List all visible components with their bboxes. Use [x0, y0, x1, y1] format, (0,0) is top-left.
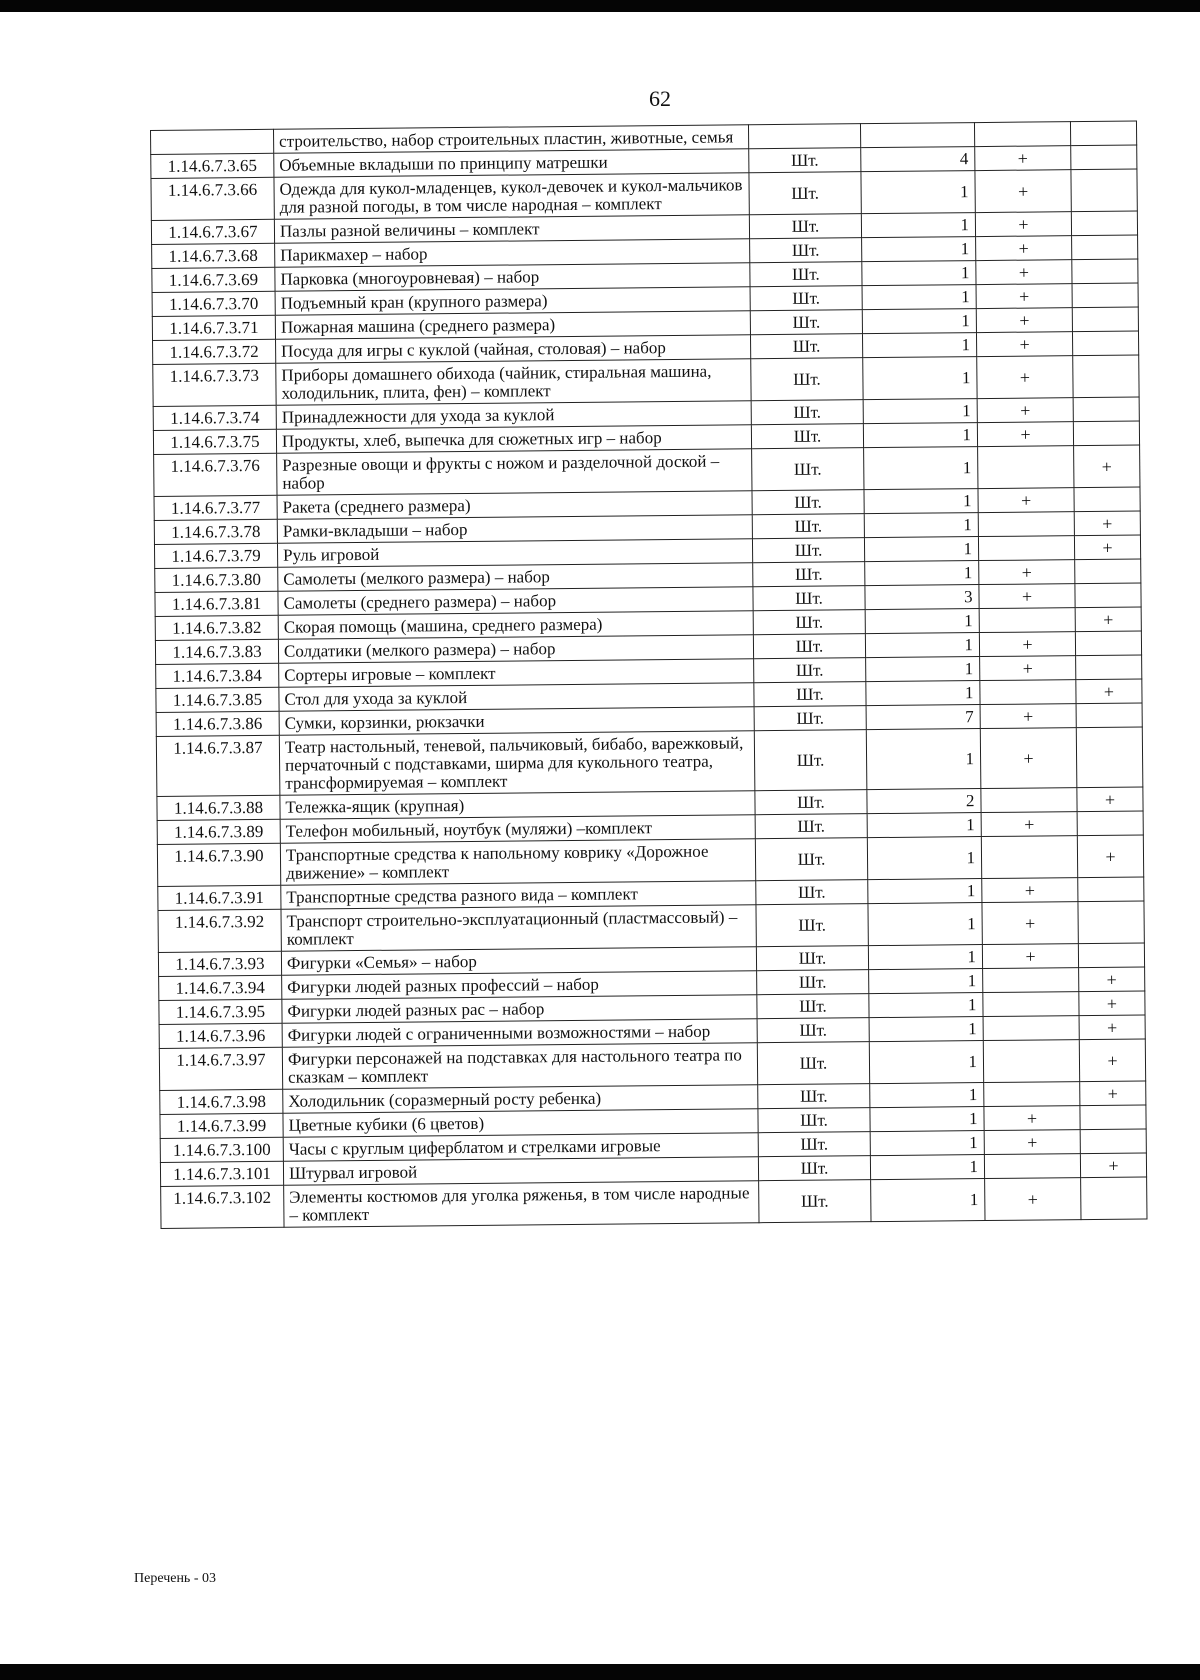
- item-unit: Шт.: [756, 904, 868, 947]
- item-quantity: 1: [861, 171, 975, 214]
- item-quantity: 1: [866, 729, 981, 790]
- mark-column-a: +: [979, 584, 1075, 609]
- scan-border-top: [0, 0, 1200, 12]
- item-description: Самолеты (среднего размера) – набор: [278, 587, 753, 616]
- mark-column-a: +: [975, 146, 1071, 171]
- item-unit: Шт.: [757, 1018, 869, 1043]
- item-number: 1.14.6.7.3.99: [160, 1113, 283, 1138]
- mark-column-a: +: [981, 812, 1077, 837]
- item-unit: Шт.: [750, 262, 862, 287]
- item-number: 1.14.6.7.3.68: [152, 243, 275, 268]
- mark-column-b: [1078, 877, 1144, 902]
- item-description: Транспорт строительно-эксплуатационный (пластмассовый) – комплект: [281, 905, 756, 952]
- mark-column-b: [1073, 421, 1139, 446]
- item-description: Фигурки «Семья» – набор: [281, 947, 756, 976]
- item-number: 1.14.6.7.3.83: [155, 639, 278, 664]
- mark-column-b: +: [1079, 991, 1145, 1016]
- table-row: [161, 1177, 1147, 1228]
- mark-column-b: [1072, 307, 1138, 332]
- item-number: 1.14.6.7.3.65: [151, 153, 274, 178]
- item-description: Ракета (среднего размера): [277, 491, 752, 520]
- item-unit: Шт.: [753, 634, 865, 659]
- mark-column-b: [1071, 145, 1137, 170]
- item-number: 1.14.6.7.3.77: [154, 495, 277, 520]
- mark-column-b: +: [1079, 967, 1145, 992]
- mark-column-b: [1072, 235, 1138, 260]
- item-quantity: 1: [869, 993, 983, 1018]
- item-description: Часы с круглым циферблатом и стрелками игровые: [283, 1133, 758, 1162]
- mark-column-b: [1077, 811, 1143, 836]
- mark-column-b: [1076, 655, 1142, 680]
- item-description: Пожарная машина (среднего размера): [275, 311, 750, 340]
- item-quantity: 1: [868, 879, 982, 904]
- mark-column-b: [1071, 211, 1137, 236]
- item-quantity: 1: [862, 237, 976, 262]
- item-unit: Шт.: [754, 658, 866, 683]
- item-unit: Шт.: [753, 610, 865, 635]
- mark-column-a: +: [976, 284, 1072, 309]
- item-description: Рамки-вкладыши – набор: [277, 515, 752, 544]
- item-quantity: 1: [864, 537, 978, 562]
- item-quantity: 1: [870, 1131, 984, 1156]
- mark-column-a: +: [980, 656, 1076, 681]
- mark-column-b: [1074, 487, 1140, 512]
- item-unit: Шт.: [749, 214, 861, 239]
- mark-column-a: +: [982, 944, 1078, 969]
- mark-column-b: +: [1075, 607, 1141, 632]
- item-quantity: 1: [861, 213, 975, 238]
- item-quantity: 1: [865, 609, 979, 634]
- page-number: 62: [649, 86, 671, 111]
- item-quantity: 1: [862, 285, 976, 310]
- mark-column-b: [1078, 943, 1144, 968]
- item-description: Театр настольный, теневой, пальчиковый, бибабо, варежковый, перчаточный с подставками, ширма для кукольного театра, трансформируемая – комплект: [279, 731, 755, 796]
- mark-column-a: +: [982, 878, 1078, 903]
- mark-column-b: +: [1077, 835, 1143, 878]
- item-number: 1.14.6.7.3.66: [151, 177, 274, 220]
- item-description: Объемные вкладыши по принципу матрешки: [274, 149, 749, 178]
- item-quantity: 1: [869, 969, 983, 994]
- item-number: 1.14.6.7.3.87: [156, 735, 280, 796]
- mark-column-b: +: [1074, 535, 1140, 560]
- item-description: Скорая помощь (машина, среднего размера): [278, 611, 753, 640]
- mark-column-a: +: [976, 332, 1072, 357]
- mark-column-a: +: [982, 902, 1078, 945]
- item-description: Транспортные средства разного вида – комплект: [281, 881, 756, 910]
- item-quantity: 1: [866, 681, 980, 706]
- item-quantity: 1: [870, 1083, 984, 1108]
- item-description: Одежда для кукол-младенцев, кукол-девочек и кукол-мальчиков для разной погоды, в том числе народная – комплект: [274, 173, 749, 220]
- mark-column-b: +: [1074, 511, 1140, 536]
- mark-column-a: +: [976, 236, 1072, 261]
- item-number: 1.14.6.7.3.74: [153, 405, 276, 430]
- item-number: 1.14.6.7.3.79: [154, 543, 277, 568]
- mark-column-b: [1075, 631, 1141, 656]
- mark-column-a: [984, 1154, 1080, 1179]
- item-number: 1.14.6.7.3.81: [155, 591, 278, 616]
- item-number: 1.14.6.7.3.97: [159, 1047, 282, 1090]
- item-number: 1.14.6.7.3.95: [159, 999, 282, 1024]
- item-description: Цветные кубики (6 цветов): [283, 1109, 758, 1138]
- item-number: 1.14.6.7.3.73: [153, 363, 276, 406]
- mark-column-a: [974, 122, 1070, 147]
- item-quantity: 2: [867, 789, 981, 814]
- mark-column-a: [978, 536, 1074, 561]
- item-description: Фигурки людей разных профессий – набор: [282, 971, 757, 1000]
- item-number: 1.14.6.7.3.94: [159, 975, 282, 1000]
- item-unit: Шт.: [751, 358, 863, 401]
- item-quantity: 1: [864, 489, 978, 514]
- mark-column-a: [979, 608, 1075, 633]
- mark-column-b: +: [1080, 1081, 1146, 1106]
- mark-column-a: [983, 992, 1079, 1017]
- item-description: Транспортные средства к напольному коврику «Дорожное движение» – комплект: [280, 839, 755, 886]
- item-quantity: 7: [866, 705, 980, 730]
- mark-column-b: [1080, 1129, 1146, 1154]
- mark-column-b: +: [1079, 1015, 1145, 1040]
- item-description: Самолеты (мелкого размера) – набор: [278, 563, 753, 592]
- item-number: 1.14.6.7.3.70: [152, 291, 275, 316]
- item-unit: Шт.: [758, 1132, 870, 1157]
- item-description: Разрезные овощи и фрукты с ножом и разделочной доской – набор: [277, 449, 752, 496]
- item-description: Солдатики (мелкого размера) – набор: [278, 635, 753, 664]
- equipment-table: [150, 121, 1148, 1229]
- item-unit: Шт.: [749, 148, 861, 173]
- item-number: 1.14.6.7.3.85: [156, 687, 279, 712]
- item-number: 1.14.6.7.3.72: [153, 339, 276, 364]
- item-description: Тележка-ящик (крупная): [280, 791, 755, 820]
- item-number: 1.14.6.7.3.80: [155, 567, 278, 592]
- item-number: 1.14.6.7.3.78: [154, 519, 277, 544]
- item-number: 1.14.6.7.3.71: [152, 315, 275, 340]
- mark-column-b: +: [1077, 787, 1143, 812]
- item-number: 1.14.6.7.3.86: [156, 711, 279, 736]
- item-quantity: 1: [866, 657, 980, 682]
- mark-column-a: [983, 1040, 1079, 1083]
- item-unit: Шт.: [755, 838, 867, 881]
- item-number: 1.14.6.7.3.100: [160, 1137, 283, 1162]
- item-number: [151, 129, 274, 154]
- item-quantity: 1: [870, 1155, 984, 1180]
- item-unit: Шт.: [758, 1108, 870, 1133]
- item-quantity: 3: [865, 585, 979, 610]
- item-quantity: 1: [871, 1179, 985, 1222]
- scan-border-bottom: [0, 1664, 1200, 1680]
- item-description: Принадлежности для ухода за куклой: [276, 401, 751, 430]
- item-number: 1.14.6.7.3.90: [157, 843, 280, 886]
- mark-column-a: +: [980, 728, 1077, 789]
- item-unit: Шт.: [749, 172, 861, 215]
- item-unit: [748, 124, 860, 149]
- item-unit: Шт.: [759, 1180, 871, 1223]
- mark-column-a: [981, 788, 1077, 813]
- mark-column-a: [984, 1082, 1080, 1107]
- mark-column-b: [1073, 397, 1139, 422]
- item-description: Сортеры игровые – комплект: [279, 659, 754, 688]
- item-description: Фигурки людей с ограниченными возможностями – набор: [282, 1019, 757, 1048]
- item-quantity: 4: [861, 147, 975, 172]
- footer-label: Перечень - 03: [134, 1571, 216, 1586]
- item-quantity: 1: [864, 447, 978, 490]
- mark-column-b: [1078, 901, 1144, 944]
- mark-column-a: +: [977, 422, 1073, 447]
- item-description: Руль игровой: [277, 539, 752, 568]
- mark-column-b: [1075, 559, 1141, 584]
- item-quantity: 1: [865, 633, 979, 658]
- item-unit: Шт.: [757, 994, 869, 1019]
- item-quantity: 1: [869, 1041, 983, 1084]
- item-number: 1.14.6.7.3.84: [156, 663, 279, 688]
- mark-column-a: +: [980, 704, 1076, 729]
- item-quantity: 1: [868, 945, 982, 970]
- item-unit: Шт.: [758, 1084, 870, 1109]
- item-description: Посуда для игры с куклой (чайная, столовая) – набор: [276, 335, 751, 364]
- item-unit: Шт.: [752, 448, 864, 491]
- item-unit: Шт.: [756, 946, 868, 971]
- item-description: Холодильник (соразмерный росту ребенка): [283, 1085, 758, 1114]
- item-number: 1.14.6.7.3.93: [158, 951, 281, 976]
- item-unit: Шт.: [752, 538, 864, 563]
- item-unit: Шт.: [750, 310, 862, 335]
- mark-column-b: [1076, 727, 1143, 788]
- item-quantity: 1: [863, 399, 977, 424]
- mark-column-b: [1071, 169, 1137, 212]
- item-unit: Шт.: [755, 814, 867, 839]
- item-description: Продукты, хлеб, выпечка для сюжетных игр – набор: [276, 425, 751, 454]
- mark-column-a: +: [984, 1130, 1080, 1155]
- mark-column-a: [983, 968, 1079, 993]
- item-description: Фигурки персонажей на подставках для настольного театра по сказкам – комплект: [282, 1043, 757, 1090]
- item-number: 1.14.6.7.3.92: [158, 909, 281, 952]
- item-number: 1.14.6.7.3.98: [160, 1089, 283, 1114]
- mark-column-b: [1081, 1177, 1147, 1220]
- item-unit: Шт.: [750, 286, 862, 311]
- item-description: Парикмахер – набор: [275, 239, 750, 268]
- item-unit: Шт.: [757, 1042, 869, 1085]
- item-description: Элементы костюмов для уголка ряженья, в том числе народные – комплект: [284, 1181, 759, 1228]
- item-number: 1.14.6.7.3.96: [159, 1023, 282, 1048]
- item-unit: Шт.: [752, 514, 864, 539]
- mark-column-b: [1080, 1105, 1146, 1130]
- item-quantity: 1: [870, 1107, 984, 1132]
- mark-column-b: +: [1079, 1039, 1145, 1082]
- mark-column-a: +: [979, 632, 1075, 657]
- item-unit: Шт.: [753, 562, 865, 587]
- mark-column-a: [980, 680, 1076, 705]
- item-description: Сумки, корзинки, рюкзачки: [279, 707, 754, 736]
- item-quantity: 1: [867, 837, 981, 880]
- item-unit: Шт.: [752, 490, 864, 515]
- mark-column-b: [1076, 703, 1142, 728]
- item-number: 1.14.6.7.3.75: [153, 429, 276, 454]
- item-unit: Шт.: [756, 880, 868, 905]
- item-description: Стол для ухода за куклой: [279, 683, 754, 712]
- mark-column-a: [983, 1016, 1079, 1041]
- item-quantity: 1: [862, 333, 976, 358]
- item-quantity: 1: [862, 261, 976, 286]
- mark-column-a: +: [976, 260, 1072, 285]
- mark-column-b: [1073, 355, 1139, 398]
- item-unit: Шт.: [753, 586, 865, 611]
- item-quantity: 1: [869, 1017, 983, 1042]
- item-unit: Шт.: [751, 424, 863, 449]
- item-unit: Шт.: [750, 334, 862, 359]
- mark-column-a: +: [979, 560, 1075, 585]
- mark-column-b: [1075, 583, 1141, 608]
- mark-column-b: [1072, 259, 1138, 284]
- mark-column-b: [1070, 121, 1136, 146]
- item-unit: Шт.: [755, 790, 867, 815]
- mark-column-a: +: [977, 356, 1073, 399]
- item-number: 1.14.6.7.3.89: [157, 819, 280, 844]
- item-description: Приборы домашнего обихода (чайник, стиральная машина, холодильник, плита, фен) – комплект: [276, 359, 751, 406]
- item-description: строительство, набор строительных пластин, животные, семья: [273, 125, 748, 154]
- item-unit: Шт.: [757, 970, 869, 995]
- mark-column-a: +: [976, 308, 1072, 333]
- item-quantity: 1: [864, 513, 978, 538]
- item-description: Подъемный кран (крупного размера): [275, 287, 750, 316]
- item-quantity: 1: [862, 309, 976, 334]
- item-description: Фигурки людей разных рас – набор: [282, 995, 757, 1024]
- mark-column-a: [978, 512, 1074, 537]
- table-body: [151, 121, 1147, 1228]
- item-unit: Шт.: [754, 730, 867, 791]
- mark-column-a: +: [985, 1178, 1081, 1221]
- mark-column-a: +: [977, 398, 1073, 423]
- item-quantity: [860, 123, 974, 148]
- mark-column-b: +: [1076, 679, 1142, 704]
- item-unit: Шт.: [758, 1156, 870, 1181]
- item-description: Телефон мобильный, ноутбук (муляжи) –комплект: [280, 815, 755, 844]
- item-quantity: 1: [868, 903, 982, 946]
- item-quantity: 1: [867, 813, 981, 838]
- mark-column-b: [1072, 283, 1138, 308]
- item-number: 1.14.6.7.3.88: [157, 795, 280, 820]
- item-unit: Шт.: [750, 238, 862, 263]
- mark-column-a: +: [975, 212, 1071, 237]
- item-quantity: 1: [863, 357, 977, 400]
- item-unit: Шт.: [754, 682, 866, 707]
- item-number: 1.14.6.7.3.69: [152, 267, 275, 292]
- item-description: Штурвал игровой: [283, 1157, 758, 1186]
- mark-column-b: [1072, 331, 1138, 356]
- item-number: 1.14.6.7.3.82: [155, 615, 278, 640]
- mark-column-a: [978, 446, 1074, 489]
- item-unit: Шт.: [754, 706, 866, 731]
- mark-column-b: +: [1074, 445, 1140, 488]
- mark-column-a: +: [978, 488, 1074, 513]
- mark-column-a: +: [975, 170, 1071, 213]
- item-number: 1.14.6.7.3.91: [158, 885, 281, 910]
- mark-column-b: +: [1080, 1153, 1146, 1178]
- item-unit: Шт.: [751, 400, 863, 425]
- item-number: 1.14.6.7.3.102: [161, 1185, 284, 1228]
- item-quantity: 1: [863, 423, 977, 448]
- item-description: Пазлы разной величины – комплект: [274, 215, 749, 244]
- mark-column-a: +: [984, 1106, 1080, 1131]
- item-number: 1.14.6.7.3.101: [160, 1161, 283, 1186]
- item-quantity: 1: [865, 561, 979, 586]
- table-row: [156, 727, 1143, 796]
- item-number: 1.14.6.7.3.67: [151, 219, 274, 244]
- item-description: Парковка (многоуровневая) – набор: [275, 263, 750, 292]
- mark-column-a: [981, 836, 1077, 879]
- item-number: 1.14.6.7.3.76: [154, 453, 277, 496]
